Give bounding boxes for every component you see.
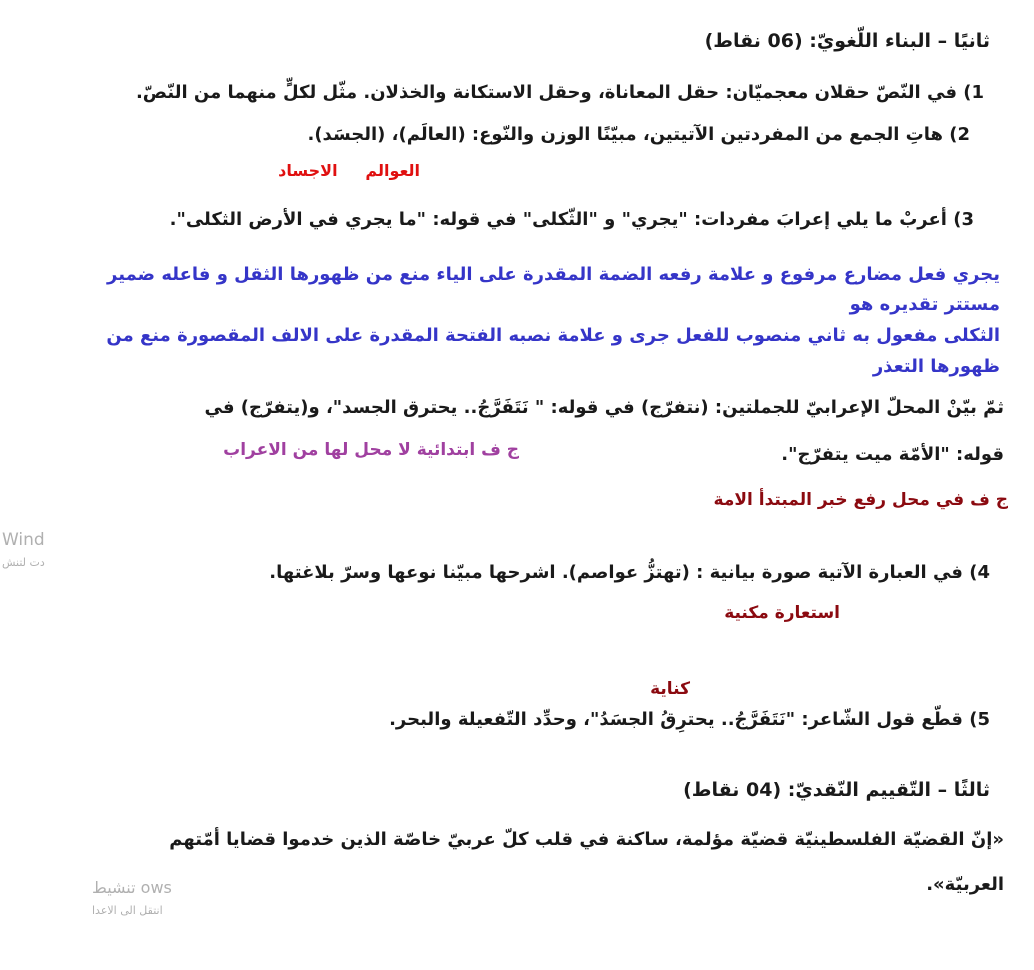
activation-watermark-top-line1: Wind [2,530,45,550]
question-2-answer: العوالم الاجساد [278,161,420,180]
question-3b-answer2: ج ف في محل رفع خبر المبتدأ الامة [713,490,1008,510]
question-3: 3) أعربْ ما يلي إعرابَ مفردات: "يجري" و "الثّكلى" في قوله: "ما يجري في الأرض الثكلى". [169,209,974,230]
question-5: 5) قطّع قول الشّاعر: "نَتَفَرَّجُ.. يحترِقُ الجسَدُ"، وحدِّد التّفعيلة والبحر. [389,709,990,730]
activation-watermark-top-line2: دت لتنش [2,556,45,569]
question-3b-line2: قوله: "الأمّة ميت يتفرّج". [781,444,1004,465]
activation-watermark-bottom-line1: تنشيط ows [92,878,172,897]
question-2: 2) هاتِ الجمع من المفردتين الآتيتين، مبيّنًا الوزن والنّوع: (العالَم)، (الجسَد). [307,124,970,145]
answer-line: يجري فعل مضارع مرفوع و علامة رفعه الضمة المقدرة على الياء منع من ظهورها الثقل و فاعله ضمير [107,264,1000,285]
section3-title: ثالثًا – التّقييم النّقديّ: (04 نقاط) [683,779,990,801]
question-1: 1) في النّصّ حقلان معجميّان: حقل المعاناة، وحقل الاستكانة والخذلان. مثّل لكلٍّ منهما من النّصّ. [135,82,984,103]
section3-paragraph-line1: «إنّ القضيّة الفلسطينيّة قضيّة مؤلمة، ساكنة في قلب كلّ عربيّ خاصّة الذين خدموا قضايا أمّتهم [169,829,1004,850]
answer-line: الثكلى مفعول به ثاني منصوب للفعل جرى و علامة نصبه الفتحة المقدرة على الالف المقصورة منع من [106,325,1000,346]
section2-title: ثانيًا – البناء اللّغويّ: (06 نقاط) [704,30,990,52]
section3-paragraph-line2: العربيّة». [926,874,1004,895]
question-3b-line1: ثمّ بيّنْ المحلّ الإعرابيّ للجملتين: (نتفرّج) في قوله: " نَتَفَرَّجُ.. يحترق الجسد"، و(يتفرّج) في [204,397,1004,418]
answer-line: ظهورها التعذر [872,356,1000,377]
question-4: 4) في العبارة الآتية صورة بيانية : (تهتزُّ عواصم). اشرحها مبيّنا نوعها وسرّ بلاغتها. [269,562,990,583]
question-4-answer: استعارة مكنية [724,603,840,623]
question-3b-answer1: ج ف ابتدائية لا محل لها من الاعراب [223,440,519,460]
activation-watermark-bottom-line2: انتقل الى الاعدا [92,904,163,917]
answer-line: مستتر تقديره هو [849,294,1000,315]
question-4-answer2: كناية [650,679,690,699]
